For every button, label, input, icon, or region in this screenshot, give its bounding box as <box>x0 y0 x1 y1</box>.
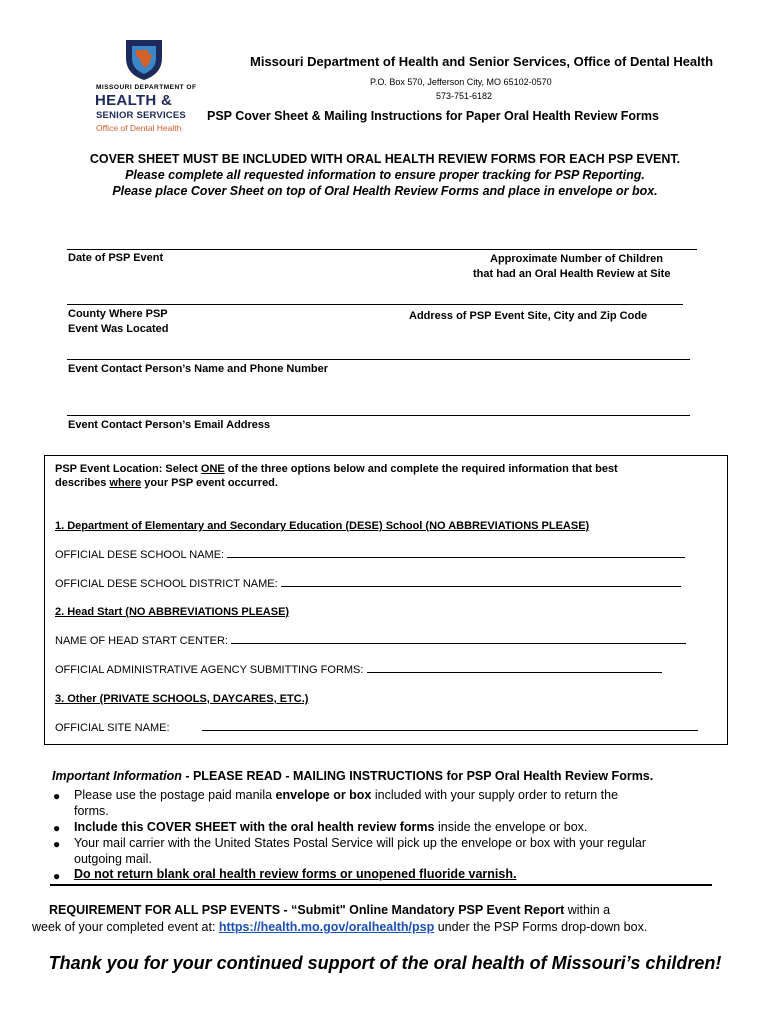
county-label-2: Event Was Located <box>68 323 169 335</box>
date-children-line[interactable] <box>67 249 697 250</box>
date-label: Date of PSP Event <box>68 252 164 264</box>
agency-phone: 573-751-6182 <box>436 91 493 101</box>
email-line[interactable] <box>67 415 690 416</box>
address-label: Address of PSP Event Site, City and Zip Code <box>409 310 648 322</box>
missouri-shield-icon <box>122 36 166 82</box>
logo-line-2: HEALTH & <box>95 92 173 109</box>
option-1-heading: 1. Department of Elementary and Secondary Education (DESE) School (NO ABBREVIATIONS PLEASE) <box>55 520 590 532</box>
dese-school-field[interactable]: OFFICIAL DESE SCHOOL NAME: <box>55 548 685 562</box>
bullet-1: Please use the postage paid manila envelope or box included with your supply order to return the <box>74 788 619 802</box>
email-label: Event Contact Person’s Email Address <box>68 419 271 431</box>
divider-line <box>50 884 712 886</box>
logo-line-3: SENIOR SERVICES <box>96 110 186 121</box>
children-label-2: that had an Oral Health Review at Site <box>473 268 671 280</box>
cover-notice: COVER SHEET MUST BE INCLUDED WITH ORAL HEALTH REVIEW FORMS FOR EACH PSP EVENT. <box>89 152 681 166</box>
county-label-1: County Where PSP <box>68 308 168 320</box>
agency-title: Missouri Department of Health and Senior Services, Office of Dental Health <box>250 54 714 69</box>
bullet-4: Do not return blank oral health review forms or unopened fluoride varnish. <box>74 867 517 881</box>
requirement-line-2: week of your completed event at: https://health.mo.gov/oralhealth/psp under the PSP Forms drop-down box. <box>32 920 648 934</box>
contact-line[interactable] <box>67 359 690 360</box>
bullet-3: Your mail carrier with the United States Postal Service will pick up the envelope or box with your regular <box>74 836 647 850</box>
official-site-field[interactable]: OFFICIAL SITE NAME: <box>55 721 698 735</box>
contact-label: Event Contact Person’s Name and Phone Number <box>68 363 328 375</box>
county-address-line[interactable] <box>67 304 683 305</box>
bullet-icon: ● <box>53 821 61 835</box>
event-location-box <box>44 455 728 745</box>
option-3-heading: 3. Other (PRIVATE SCHOOLS, DAYCARES, ETC.) <box>55 693 309 705</box>
bullet-icon: ● <box>53 837 61 851</box>
children-label-1: Approximate Number of Children <box>490 253 663 265</box>
bullet-3-cont: outgoing mail. <box>74 852 152 866</box>
thank-you-message: Thank you for your continued support of the oral health of Missouri’s children! <box>48 953 722 973</box>
important-heading: Important Information - PLEASE READ - MAILING INSTRUCTIONS for PSP Oral Health Review Forms. <box>52 769 654 783</box>
bullet-icon: ● <box>53 789 61 803</box>
bullet-1-cont: forms. <box>74 804 109 818</box>
bullet-2: Include this COVER SHEET with the oral health review forms inside the envelope or box. <box>74 820 588 834</box>
option-2-heading: 2. Head Start (NO ABBREVIATIONS PLEASE) <box>55 606 290 618</box>
dhss-logo <box>88 24 198 136</box>
location-intro: PSP Event Location: Select ONE of the three options below and complete the required information that best <box>55 463 618 475</box>
cover-instruction-2: Please place Cover Sheet on top of Oral Health Review Forms and place in envelope or box. <box>112 184 658 198</box>
cover-instruction-1: Please complete all requested information to ensure proper tracking for PSP Reporting. <box>125 168 645 182</box>
dese-district-field[interactable]: OFFICIAL DESE SCHOOL DISTRICT NAME: <box>55 577 681 591</box>
agency-address: P.O. Box 570, Jefferson City, MO 65102-0570 <box>370 77 552 87</box>
location-intro-2: describes where your PSP event occurred. <box>55 477 278 489</box>
logo-line-4: Office of Dental Health <box>96 123 182 133</box>
requirement-line-1: REQUIREMENT FOR ALL PSP EVENTS - “Submit" Online Mandatory PSP Event Report within a <box>49 903 611 917</box>
head-start-field[interactable]: NAME OF HEAD START CENTER: <box>55 634 686 648</box>
logo-line-1: MISSOURI DEPARTMENT OF <box>96 84 197 91</box>
admin-agency-field[interactable]: OFFICIAL ADMINISTRATIVE AGENCY SUBMITTING FORMS: <box>55 663 662 677</box>
psp-report-link[interactable]: https://health.mo.gov/oralhealth/psp <box>218 920 435 934</box>
document-subtitle: PSP Cover Sheet & Mailing Instructions for Paper Oral Health Review Forms <box>207 109 659 123</box>
bullet-icon: ● <box>53 869 61 883</box>
